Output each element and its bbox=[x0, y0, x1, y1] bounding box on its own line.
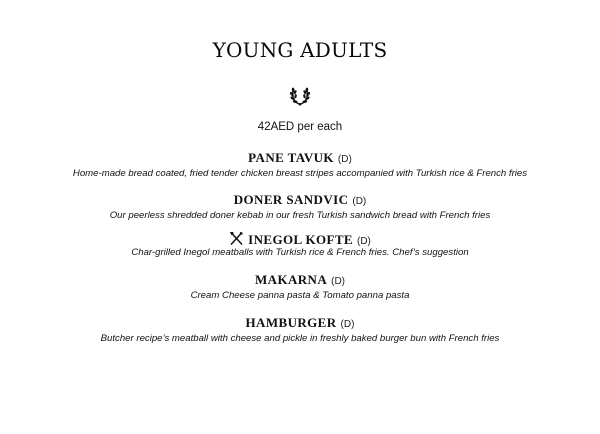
menu-item-pane-tavuk bbox=[0, 150, 600, 179]
crossed-utensils-icon bbox=[229, 231, 244, 246]
menu-item-header bbox=[0, 315, 600, 331]
menu-item-inegol-kofte bbox=[0, 229, 600, 258]
menu-item-name: INEGOL KOFTE bbox=[248, 232, 353, 247]
dairy-tag: (D) bbox=[331, 276, 345, 287]
menu-item-doner-sandvic bbox=[0, 192, 600, 221]
menu-item-name: HAMBURGER bbox=[245, 315, 337, 330]
menu-item-header bbox=[0, 229, 600, 245]
menu-item-description: Home-made bread coated, fried tender chicken breast stripes accompanied with Turkish rice & French fries bbox=[72, 168, 528, 179]
menu-item-description: Cream Cheese panna pasta & Tomato panna pasta bbox=[190, 290, 410, 301]
menu-item-name: PANE TAVUK bbox=[248, 150, 334, 165]
menu-item-hamburger bbox=[0, 315, 600, 344]
menu-item-description: Butcher recipe’s meatball with cheese and pickle in freshly baked burger bun with French fries bbox=[100, 333, 500, 344]
menu-item-header bbox=[0, 150, 600, 166]
dairy-tag: (D) bbox=[352, 196, 367, 207]
menu-item-name: MAKARNA bbox=[254, 272, 328, 287]
menu-item-makarna bbox=[0, 272, 600, 301]
dairy-tag: (D) bbox=[340, 319, 355, 330]
menu-title: YOUNG ADULTS bbox=[212, 38, 388, 62]
menu-item-name: DONER SANDVIC bbox=[233, 192, 349, 207]
laurel-wreath-icon bbox=[289, 86, 311, 106]
menu-item-description: Char-grilled Inegol meatballs with Turkish rice & French fries. Chef’s suggestion bbox=[131, 247, 469, 258]
menu-item-header bbox=[0, 272, 600, 288]
menu-item-header bbox=[0, 192, 600, 208]
price-per-item: 42AED per each bbox=[257, 121, 343, 133]
menu-item-description: Our peerless shredded doner kebab in our fresh Turkish sandwich bread with French fries bbox=[109, 210, 491, 221]
dairy-tag: (D) bbox=[337, 154, 352, 165]
dairy-tag: (D) bbox=[356, 236, 371, 247]
